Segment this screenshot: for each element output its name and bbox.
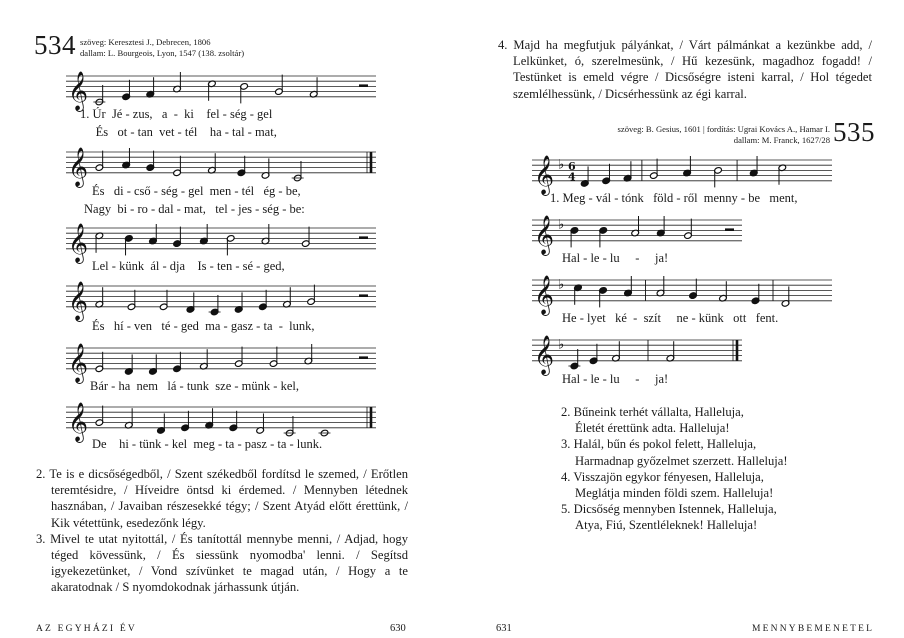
rest-symbol xyxy=(359,294,368,297)
treble-clef-icon: 𝄞 xyxy=(68,146,89,187)
flat-sign-icon: ♭ xyxy=(558,337,565,353)
continued-verse xyxy=(498,37,872,102)
treble-clef-icon: 𝄞 xyxy=(68,222,89,263)
treble-clef-icon: 𝄞 xyxy=(68,342,89,383)
lyric-line: Lel - künk ál - dja Is - ten - sé - ged, xyxy=(92,259,285,273)
music-staff xyxy=(66,142,376,187)
treble-clef-icon: 𝄞 xyxy=(534,334,555,375)
lyric-line: Bár - ha nem lá - tunk sze - münk - kel, xyxy=(90,379,299,393)
rest-symbol xyxy=(359,356,368,359)
music-credit: dallam: L. Bourgeois, Lyon, 1547 (138. zsoltár) xyxy=(80,47,245,58)
music-staff xyxy=(532,270,832,315)
rest-symbol xyxy=(725,228,734,231)
verse-line: Atya, Fiú, Szentléleknek! Halleluja! xyxy=(575,518,758,533)
lyric-line: Hal - le - lu - ja! xyxy=(562,372,669,386)
running-footer: AZ EGYHÁZI ÉV xyxy=(36,624,137,634)
page-number: 630 xyxy=(390,623,406,634)
music-staff xyxy=(66,338,376,383)
rest-symbol xyxy=(359,236,368,239)
lyric-line: Hal - le - lu - ja! xyxy=(562,251,669,265)
music-staff xyxy=(66,397,376,442)
lyric-line: 1. Úr Jé - zus, a - ki fel - ség - gel xyxy=(80,107,273,121)
lyric-line: He - lyet ké - szít ne - künk ott fent. xyxy=(562,311,779,325)
lyric-line: És ot - tan vet - tél ha - tal - mat, xyxy=(80,125,277,139)
treble-clef-icon: 𝄞 xyxy=(68,70,89,111)
right-page xyxy=(452,0,904,638)
text-credit: szöveg: Keresztesi J., Debrecen, 1806 xyxy=(80,37,211,47)
music-credit: dallam: M. Franck, 1627/28 xyxy=(733,134,830,145)
additional-verses xyxy=(561,404,861,534)
treble-clef-icon: 𝄞 xyxy=(68,280,89,321)
hymn-number: 535 xyxy=(833,117,875,147)
hymn-credits xyxy=(80,37,244,58)
lyric-line: És di - cső - ség - gel men - tél ég - be, xyxy=(92,184,301,198)
verse-line: Meglátja minden földi szem. Halleluja! xyxy=(575,486,774,501)
verse-line: 4. Visszajön egykor fényesen, Halleluja, xyxy=(561,469,764,484)
flat-sign-icon: ♭ xyxy=(558,157,565,173)
music-staff xyxy=(66,276,376,321)
music-staff xyxy=(532,210,742,255)
text-credit: szöveg: B. Gesius, 1601 | fordítás: Ugrai Kovács A., Hamar I. xyxy=(617,124,830,134)
hymn-credits xyxy=(602,124,830,145)
lyric-line: És hí - ven té - ged ma - gasz - ta - lunk, xyxy=(92,319,315,333)
rest-symbol xyxy=(359,84,368,87)
verse-paragraph: 4. Majd ha megfutjuk pályánkat, / Várt pálmánkat a kezünkbe add, / Lelkünket, ó, szerelmesünk, / Hű kezesünk, magadhoz fogadd! / Testünket is emeld végre / Dicsőségre isteni karral, / Hol tégedet szemlélhessünk, / Dicsérhessünk az égi karral. xyxy=(498,38,872,101)
music-staff xyxy=(66,66,376,111)
verse-line: 2. Bűneink terhét vállalta, Halleluja, xyxy=(561,405,744,419)
time-signature: 6 xyxy=(568,159,576,173)
verse-line: Életét érettünk adta. Halleluja! xyxy=(575,421,730,436)
treble-clef-icon: 𝄞 xyxy=(534,154,555,195)
flat-sign-icon: ♭ xyxy=(558,277,565,293)
verse-line: Harmadnap győzelmet szerzett. Halleluja! xyxy=(575,453,788,468)
additional-verses xyxy=(36,466,408,596)
lyric-line: 1. Meg - vál - tónk föld - ről menny - be ment, xyxy=(550,191,798,205)
page-number: 631 xyxy=(496,623,512,634)
music-staff xyxy=(532,330,742,375)
treble-clef-icon: 𝄞 xyxy=(534,274,555,315)
running-footer: MENNYBEMENETEL xyxy=(752,624,875,634)
time-signature: 4 xyxy=(568,170,576,184)
treble-clef-icon: 𝄞 xyxy=(534,214,555,255)
verse-paragraph: 3. Mivel te utat nyitottál, / És tanítottál mennybe menni, / Adjad, hogy téged kövessünk, / És siessünk nyomodba' lenni. / Segítsd igyekezetünket, / Vond szívünket te magad után, / Hogy a te akaratodnak / S nyomdokodnak járhassunk útján. xyxy=(36,531,408,595)
verse-line: 5. Dicsőség mennyben Istennek, Halleluja, xyxy=(561,502,777,517)
hymn-number: 534 xyxy=(34,30,76,60)
music-staff xyxy=(532,150,832,195)
flat-sign-icon: ♭ xyxy=(558,217,565,233)
verse-line: 3. Halál, bűn és pokol felett, Halleluja, xyxy=(561,437,757,452)
treble-clef-icon: 𝄞 xyxy=(68,401,89,442)
lyric-line: De hi - tünk - kel meg - ta - pasz - ta - lunk. xyxy=(92,437,323,451)
verse-paragraph: 2. Te is e dicsőségedből, / Szent székedből fordítsd le szemed, / Erőtlen teremtésidre, / Híveidre öntsd ki érdemed. / Mennyben létednek hasznában, / Javaiban részesekké tégy; / Szent Atyád előtt érettünk, / Kik vétettünk, esedezőnk légy. xyxy=(36,467,408,530)
lyric-line: Nagy bi - ro - dal - mat, tel - jes - ség - be: xyxy=(84,202,305,216)
music-staff xyxy=(66,218,376,263)
